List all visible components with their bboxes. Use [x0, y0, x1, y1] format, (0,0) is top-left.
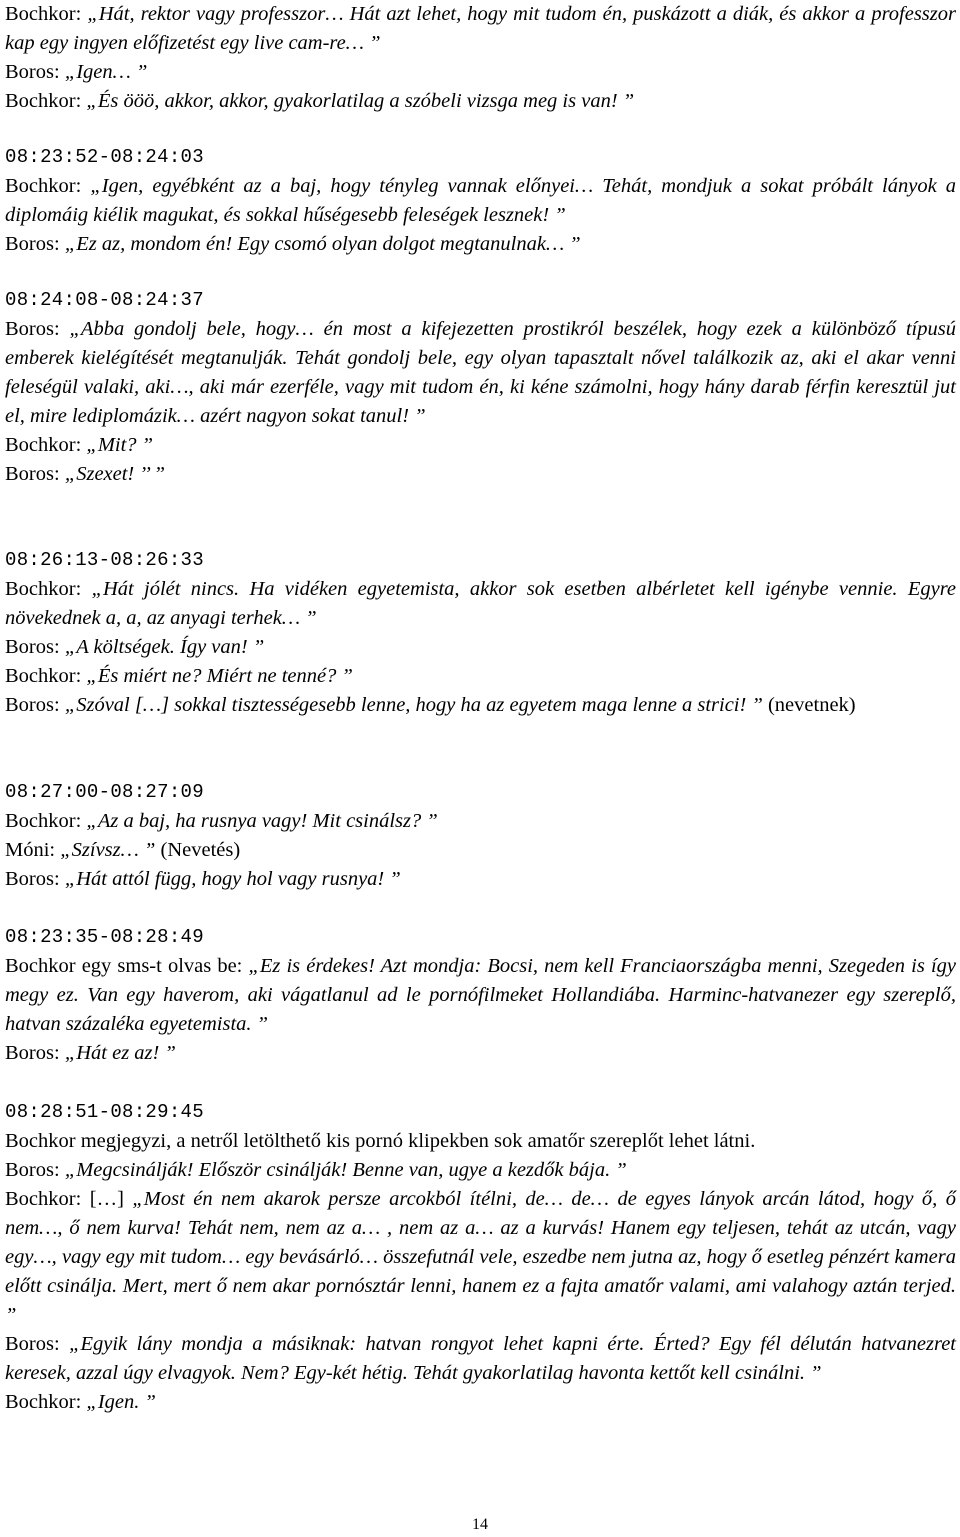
speaker-text: Bochkor: [5, 665, 87, 687]
speaker-text: Bochkor: [5, 3, 88, 25]
dialogue-block [5, 545, 956, 720]
quote-text: „Hát, rektor vagy professzor… Hát azt lehet, hogy mit tudom én, puskázott a diák, és akkor a professzor kap egy ingyen előfizetést egy live cam-re… ” [5, 3, 956, 54]
timestamp [5, 142, 956, 172]
speaker-text: Boros: [5, 233, 65, 255]
quote-text: „Igen. ” [86, 1391, 156, 1413]
quote-text: „Megcsinálják! Először csinálják! Benne van, ugye a kezdők bája. ” [64, 1159, 627, 1181]
dialogue-line [5, 460, 956, 489]
quote-text: „Ez is érdekes! Azt mondja: Bocsi, nem kell Franciaországba menni, Szegeden is így megy ez. Van egy haverom, aki vágatlanul ad le pornófilmeket Hollandiába. Harminc-hatvanezer egy szereplő, hatvan százaléka egyetemista. ” [5, 955, 956, 1035]
quote-text: „Hát attól függ, hogy hol vagy rusnya! ” [64, 868, 401, 890]
dialogue-block [5, 285, 956, 489]
speaker-text: Bochkor: [5, 578, 92, 600]
quote-text: Tehát gondolj bele, egy olyan tapasztalt nővel találkozik az, aki el akar venni feleségül valaki, aki…, aki már ezerféle, vagy mit tudom én, ki kéne számolni, hogy hány darab férfin keresztül jut el, mire lediplomázik… azért nagyon sokat tanul! ” [5, 347, 956, 427]
timestamp-text: 08:23:52-08:24:03 [5, 146, 204, 168]
timestamp [5, 922, 956, 952]
dialogue-block [5, 1097, 956, 1417]
dialogue-line [5, 230, 956, 259]
dialogue-line [5, 807, 956, 836]
dialogue-line [5, 1127, 956, 1156]
speaker-text: Boros: [5, 61, 65, 83]
speaker-text: Bochkor egy sms-t olvas be: [5, 955, 249, 977]
quote-text: „Hát ez az! ” [64, 1042, 176, 1064]
speaker-text: Móni: [5, 839, 61, 861]
dialogue-line [5, 1330, 956, 1388]
speaker-text: Bochkor: [5, 1391, 87, 1413]
dialogue-block [5, 142, 956, 259]
dialogue-line [5, 172, 956, 230]
quote-text: „Most én nem akarok persze arcokból ítélni, de… de… de egyes lányok arcán látod, hogy ő, ő nem…, ő nem kurva! Tehát nem, nem az a… , nem az a… az a kurvás! Hanem egy teljesen, tehát az utcán, vagy egy…, vagy egy mit tudom… egy bevásárló… összefutnál vele, eszedbe nem jutna az, hogy ő esetleg pénzért kamera előtt csinálja. Mert, mert ő nem akar pornósztár lenni, hanem ez a fajta amatőr valami, ami valahogy aztán terjed. ” [5, 1188, 956, 1326]
quote-text: „Abba gondolj bele, hogy… én most a kifejezetten prostikról beszélek, hogy ezek a különböző típusú emberek kielégítését megtanulják. [5, 318, 956, 369]
dialogue-line [5, 1039, 956, 1068]
timestamp-text: 08:27:00-08:27:09 [5, 781, 204, 803]
quote-text: „Ez az, mondom én! [64, 233, 238, 255]
dialogue-line [5, 1185, 956, 1330]
dialogue-line [5, 431, 956, 460]
quote-text: Egy csomó olyan dolgot megtanulnak [237, 233, 546, 255]
quote-text: „Igen… ” [64, 61, 148, 83]
quote-text: „Igen, egyébként az a baj, hogy tényleg vannak előnyei… Tehát, mondjuk a sokat próbált lányok a diplomáig kiélik magukat, és sokkal hűségesebb feleségek lesznek! ” [5, 175, 956, 226]
dialogue-line [5, 691, 956, 720]
speaker-text: (nevetnek) [762, 694, 856, 716]
quote-text: „Szóval […] sokkal tisztességesebb lenne, hogy ha az egyetem maga lenne a strici! ” [64, 694, 763, 716]
speaker-text: Bochkor megjegyzi, a netről letölthető kis pornó klipekben sok amatőr szereplőt lehet látni. [5, 1130, 756, 1152]
dialogue-line [5, 0, 956, 58]
timestamp-text: 08:26:13-08:26:33 [5, 549, 204, 571]
quote-text: „Az a baj, ha rusnya vagy! Mit csinálsz? ” [86, 810, 438, 832]
quote-text: „És miért ne? Miért ne tenné? ” [86, 665, 353, 687]
speaker-text: Bochkor: [5, 90, 87, 112]
speaker-text: Bochkor: [5, 810, 87, 832]
page-number: 14 [472, 1516, 488, 1533]
quote-text: Ha vidéken egyetemista, akkor sok esetben albérletet kell igénybe vennie. Egyre növekednek a, a, az anyagi terhek… ” [5, 578, 957, 629]
quote-text: „Hát jólét nincs. [91, 578, 250, 600]
dialogue-line [5, 865, 956, 894]
speaker-text: Bochkor: […] [5, 1188, 133, 1210]
speaker-text: Boros: [5, 636, 65, 658]
timestamp-text: 08:28:51-08:29:45 [5, 1101, 204, 1123]
speaker-text: Boros: [5, 463, 65, 485]
dialogue-line [5, 575, 956, 633]
timestamp-text: 08:23:35-08:28:49 [5, 926, 204, 948]
dialogue-line [5, 315, 956, 431]
quote-text: „És ööö, akkor, akkor, gyakorlatilag a szóbeli vizsga meg is van! ” [86, 90, 635, 112]
speaker-text: (Nevetés) [155, 839, 241, 861]
quote-text: „Szívsz… ” [60, 839, 156, 861]
timestamp-text: 08:24:08-08:24:37 [5, 289, 204, 311]
timestamp [5, 285, 956, 315]
quote-text: „A költségek. Így van! ” [64, 636, 265, 658]
dialogue-block [5, 0, 956, 116]
timestamp [5, 545, 956, 575]
speaker-text: Boros: [5, 1333, 70, 1355]
quote-text: „Szexet! ’’ ” [64, 463, 166, 485]
speaker-text: Boros: [5, 318, 70, 340]
quote-text: … ” [545, 233, 581, 255]
dialogue-block [5, 777, 956, 894]
dialogue-line [5, 1388, 956, 1417]
quote-text: „Egyik lány mondja a másiknak: hatvan rongyot lehet kapni érte. Érted? Egy fél délután hatvanezret keresek, azzal úgy elvagyok. Nem? Egy-két hétig. Tehát gyakorlatilag havonta kettőt kell csinálni. ” [5, 1333, 956, 1384]
dialogue-block [5, 922, 956, 1068]
dialogue-line [5, 87, 956, 116]
speaker-text: Bochkor: [5, 434, 87, 456]
speaker-text: Bochkor: [5, 175, 91, 197]
quote-text: „Mit? ” [86, 434, 154, 456]
timestamp [5, 1097, 956, 1127]
speaker-text: Boros: [5, 868, 65, 890]
dialogue-line [5, 952, 956, 1039]
dialogue-line [5, 58, 956, 87]
speaker-text: Boros: [5, 1159, 65, 1181]
speaker-text: Boros: [5, 1042, 65, 1064]
dialogue-line [5, 1156, 956, 1185]
dialogue-line [5, 633, 956, 662]
timestamp [5, 777, 956, 807]
dialogue-line [5, 836, 956, 865]
speaker-text: Boros: [5, 694, 65, 716]
dialogue-line [5, 662, 956, 691]
